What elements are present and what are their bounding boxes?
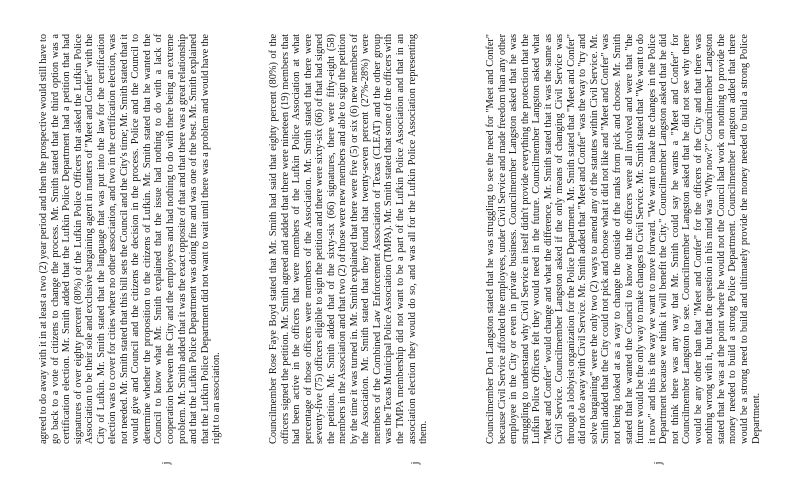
body-paragraph-3: Councilmember Don Langston stated that he was struggling to see the need for "Meet and Confer" because Civil Service afforded the employees, under Civil Service and made freedom than any other employee in the City or even in private business. Councilmember Langston asked that he was struggling to understand why Civil Service in itself didn't provide everything the protection that the Lufkin Police Officers felt they would need in the future. Councilmember Langston asked what "Meet and Confer" would change and what the difference, Mr. Smith stated that it was the same as Civil Service. Councilmember Langston asked if the only means of changing Civil Service was through a lobbyist organization for the Police Department. Mr. Smith stated that "Meet and Confer" did not do away with Civil Service. Mr. Smith added that "Meet and Confer" was the way to "try and solve bargaining" were the only two (2) ways to amend any of the statutes within Civil Service. Mr. Smith added that the City could not pick and choose what it did not like and "Meet and Confer" was not being looked at as a way to change the outside of the ranks from pick and choose. Mr. Smith stated that he wanted the Council to know that the officers were all involved and were that "the future would be the only way to make changes to Civil Service. Mr. Smith stated that "We want to do it now" and this is the way we want to move forward. "We want to make the changes in the Police Department because we think it will benefit the City." Councilmember Langston asked that he did not think there was any way that Mr. Smith could say he wants a "Meet and Confer" for Councilmember Langston to see. Councilmember Langston asked that he did not see why there would be any other than that "Meet and Confer" for the officers of the City and that there was nothing wrong with it, but that the question in his mind was "Why now?" Councilmember Langston stated that he was at the point where he would not the Council had work on nothing to provide the money needed to build a strong Police Department. Councilmember Langston added that there would be a strong need to build and ultimately provide the money needed to build a strong Police Department. [485,34,762,444]
margin-mark-2: j [409,461,421,465]
margin-mark-1: j [160,461,172,465]
body-paragraph-1: agreed to do away with it in at least a two (2) year period and then the prospective would still have to go back to a vote of citizens to change the process. Mr. Smith stated that the third option was a certification election. Mr. Smith added that the Lufkin Police Department had a petition that had signatures of over eighty percent (80%) of the Lufkin Police Officers that asked the Lufkin Police Association to be their sole and exclusive bargaining agent in matters of "Meet and Confer" with the City of Lufkin. Mr. Smith stated that the language that was put into the law for the certification election was to cover for cities where no other association, and two in the certification election, was not needed. Mr. Smith stated that this bill sets the Council and the City's time; Mr. Smith stated that it would give and Council and the citizens the decision in the process. Police and the Council to determine whether the proposition to the citizens of Lufkin. Mr. Smith stated that he wanted the Council to know what Mr. Smith explained that the issue had nothing to do with a lack of cooperation between the City and the employees and had nothing to do with there being an extreme problem. Mr. Smith added that it was the exact opposite of that and that there was a great relationship and that the Lufkin Police Department was doing fine and was one of the best. Mr. Smith explained that the Lufkin Police Department did not want to wait until there was a problem and would have the right to an association. [38,34,223,444]
body-paragraph-2: Councilmember Rose Faye Boyd stated that Mr. Smith had said that eighty percent (80%) of the officers signed the petition. Mr. Smith agreed and added that there were nineteen (19) members that had been active in the officers that were members of the Lufkin Police Association at what percentage of those officers were members of the Association. Mr. Smith stated that there were seventy-five (75) officers eligible to sign the petition and there were sixty-six (66) of that had signed the petition. Mr. Smith added that of the sixty-six (66) signatures, there were fifty-eight (58) members in the Association and that two (2) of those were new members and able to sign the petition by the time it was turned in. Mr. Smith explained that there were five (5) or six (6) new members of the Association. Mr. Smith stated that they found that twenty-seven percent (27%-28%) were members of the Combined Law Enforcement Association of Texas (CLEAT) and the other group was the Texas Municipal Police Association (TMPA). Mr. Smith stated that some of the officers with the TMPA membership did not want to be a part of the Lufkin Police Association and that in an association election they would do so, and was all for the Lufkin Police Association representing them. [268,34,430,444]
margin-mark-3: j [652,461,664,465]
